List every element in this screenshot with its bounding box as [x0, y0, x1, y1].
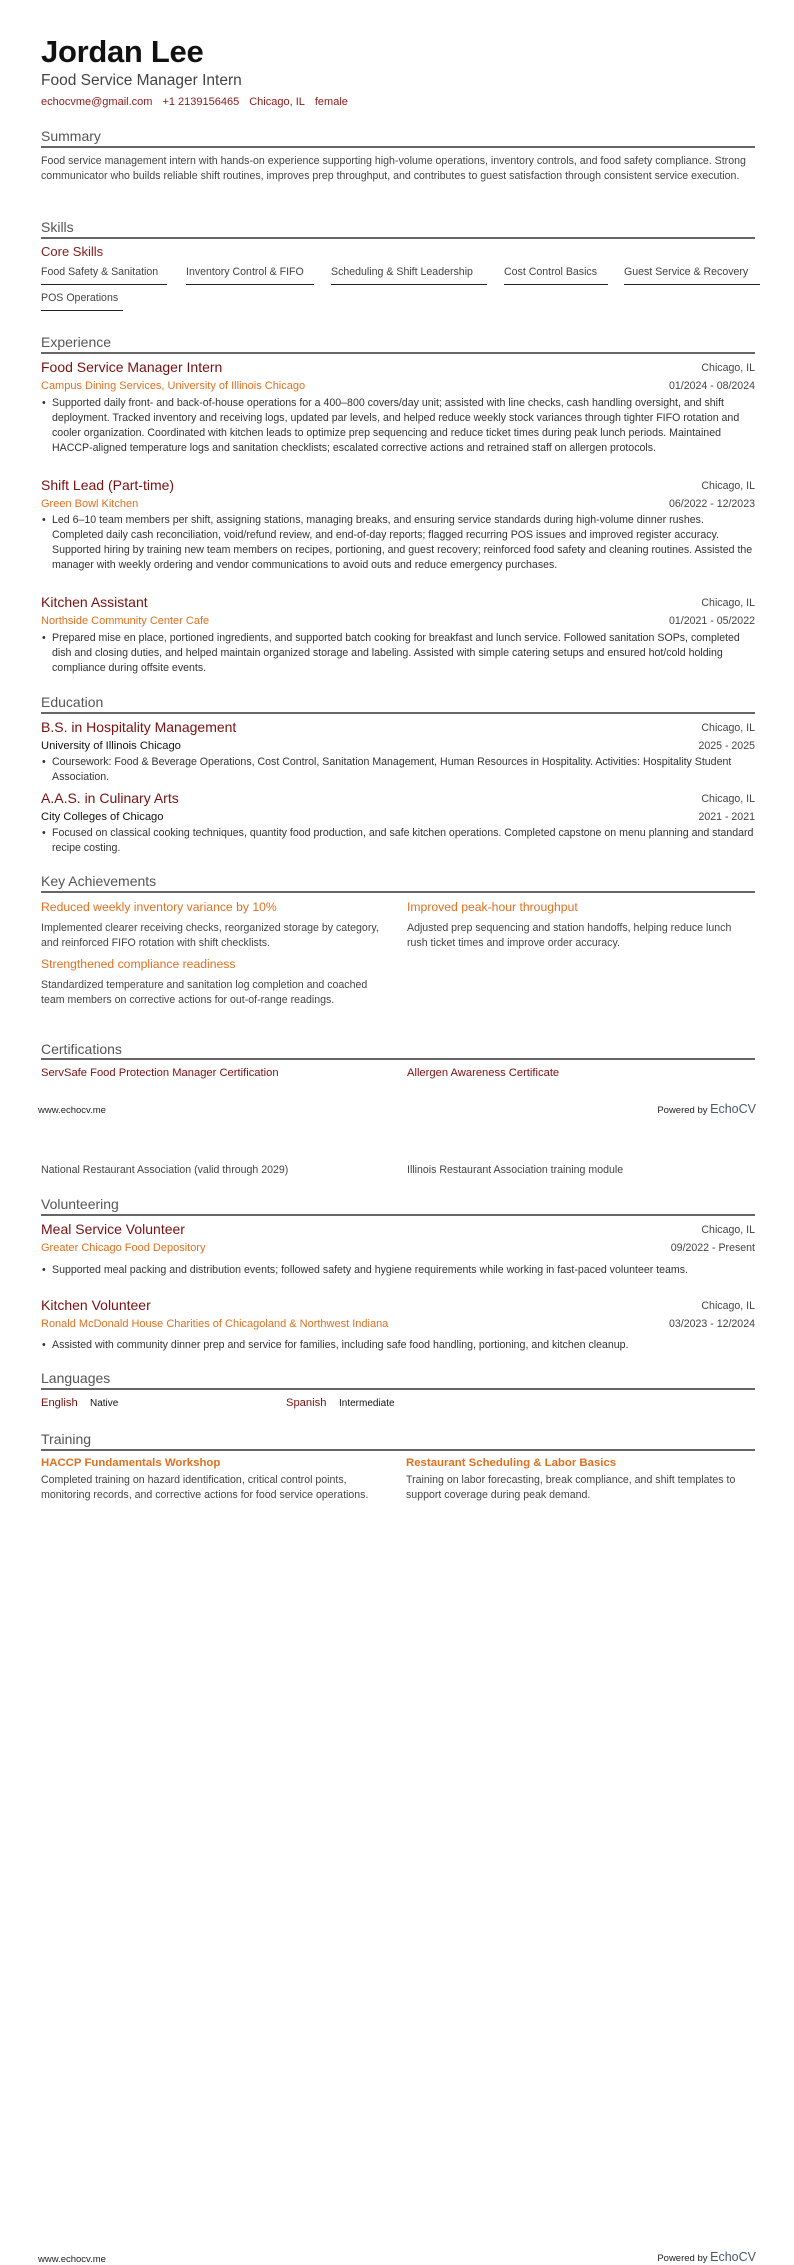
contact-email[interactable]: echocvme@gmail.com	[41, 96, 153, 108]
section-divider	[41, 712, 755, 714]
education-bullet: • Coursework: Food & Beverage Operations, Cost Control, Sanitation Management, Human Resources in Hospitality. Activities: Hospitality Student Association.	[41, 755, 755, 785]
footer-website[interactable]: www.echocv.me	[38, 2254, 106, 2265]
section-title-summary: Summary	[41, 128, 101, 144]
skill-chip: POS Operations	[41, 292, 123, 311]
school-name: City Colleges of Chicago	[41, 811, 164, 823]
volunteer-bullet: • Assisted with community dinner prep and service for families, including safe food handling, portioning, and kitchen cleanup.	[41, 1338, 755, 1353]
job-company: Green Bowl Kitchen	[41, 498, 139, 510]
volunteer-org: Greater Chicago Food Depository	[41, 1242, 206, 1254]
achievement-desc: Implemented clearer receiving checks, reorganized storage by category, and reinforced FIFO rotation with shift checklists.	[41, 922, 379, 949]
language-level: Intermediate	[339, 1398, 395, 1409]
certification-issuer: National Restaurant Association (valid through 2029)	[41, 1164, 289, 1176]
job-dates: 06/2022 - 12/2023	[668, 498, 755, 510]
language-name: English	[41, 1397, 78, 1409]
skill-chip: Scheduling & Shift Leadership	[331, 266, 487, 285]
job-location: Chicago, IL	[701, 362, 755, 374]
certification-name: Allergen Awareness Certificate	[407, 1067, 560, 1079]
job-bullet: • Prepared mise en place, portioned ingredients, and supported batch cooking for breakfast and lunch service. Followed sanitation SOPs, completed dish and closing duties, and helped maintain organized storage and labeling. Assisted with simple catering setups and ensured hot/cold holding compliance during offsite events.	[41, 631, 755, 676]
powered-by-label: Powered by	[657, 2253, 708, 2264]
section-divider	[41, 891, 755, 893]
job-bullet: • Supported daily front- and back-of-house operations for a 400–800 covers/day unit; assisted with line checks, cash handling oversight, and shift deployment. Tracked inventory and receiving logs, updated par levels, and helped reduce weekly stock variances through tighter FIFO rotation and cooler organization. Coordinated with kitchen leads to optimize prep sequencing and reduce ticket times during peak lunch periods. Maintained HACCP-aligned temperature logs and sanitation checklists; escalated corrective actions and retrained staff on allergen protocols.	[41, 396, 755, 456]
section-divider	[41, 1058, 755, 1060]
job-title: Food Service Manager Intern	[41, 359, 223, 375]
footer-website[interactable]: www.echocv.me	[38, 1105, 106, 1116]
job-location: Chicago, IL	[701, 597, 755, 609]
contact-line	[41, 96, 348, 108]
degree-title: A.A.S. in Culinary Arts	[41, 790, 179, 806]
contact-gender: female	[314, 96, 348, 108]
contact-location: Chicago, IL	[249, 96, 305, 108]
achievement-title: Strengthened compliance readiness	[41, 957, 236, 971]
certification-name: ServSafe Food Protection Manager Certification	[41, 1067, 279, 1079]
volunteer-role: Meal Service Volunteer	[41, 1221, 185, 1237]
degree-title: B.S. in Hospitality Management	[41, 719, 237, 735]
job-location: Chicago, IL	[701, 480, 755, 492]
volunteer-bullet: • Supported meal packing and distribution events; followed safety and hygiene requirements while working in fast-paced volunteer teams.	[41, 1263, 755, 1278]
training-desc: Training on labor forecasting, break compliance, and shift templates to support coverage during peak demand.	[406, 1474, 736, 1501]
footer-powered-by	[657, 2250, 756, 2264]
volunteer-location: Chicago, IL	[701, 1300, 755, 1312]
section-title-certifications: Certifications	[41, 1041, 122, 1057]
volunteer-location: Chicago, IL	[701, 1224, 755, 1236]
skill-chip: Food Safety & Sanitation	[41, 266, 167, 285]
education-dates: 2021 - 2021	[698, 811, 755, 823]
achievement-title: Improved peak-hour throughput	[407, 900, 578, 914]
education-dates: 2025 - 2025	[698, 740, 755, 752]
powered-by-label: Powered by	[657, 1105, 708, 1116]
skill-chip: Inventory Control & FIFO	[186, 266, 314, 285]
school-location: Chicago, IL	[701, 793, 755, 805]
school-location: Chicago, IL	[701, 722, 755, 734]
skill-chip: Guest Service & Recovery	[624, 266, 760, 285]
section-divider	[41, 352, 755, 354]
candidate-headline: Food Service Manager Intern	[41, 72, 242, 89]
section-divider	[41, 237, 755, 239]
volunteer-role: Kitchen Volunteer	[41, 1297, 151, 1313]
candidate-name: Jordan Lee	[41, 34, 204, 69]
contact-phone[interactable]: +1 2139156465	[162, 96, 240, 108]
footer-powered-by	[657, 1102, 756, 1116]
job-company: Campus Dining Services, University of Illinois Chicago	[41, 380, 306, 392]
section-divider	[41, 1449, 755, 1451]
section-title-achievements: Key Achievements	[41, 873, 157, 889]
job-title: Kitchen Assistant	[41, 594, 148, 610]
section-title-skills: Skills	[41, 219, 74, 235]
job-company: Northside Community Center Cafe	[41, 615, 210, 627]
skills-group-title: Core Skills	[41, 244, 104, 259]
language-name: Spanish	[286, 1397, 327, 1409]
job-title: Shift Lead (Part-time)	[41, 477, 175, 493]
volunteer-dates: 03/2023 - 12/2024	[668, 1318, 755, 1330]
achievement-desc: Standardized temperature and sanitation log completion and coached team members on corrective actions for out-of-range readings.	[41, 979, 368, 1006]
certification-issuer: Illinois Restaurant Association training module	[407, 1164, 624, 1176]
training-desc: Completed training on hazard identification, critical control points, monitoring records, and corrective actions for food service operations.	[41, 1474, 369, 1501]
volunteer-dates: 09/2022 - Present	[670, 1242, 755, 1254]
section-title-education: Education	[41, 694, 104, 710]
section-divider	[41, 1388, 755, 1390]
achievement-desc: Adjusted prep sequencing and station handoffs, helping reduce lunch rush ticket times and improve order accuracy.	[407, 922, 732, 949]
volunteer-org: Ronald McDonald House Charities of Chicagoland & Northwest Indiana	[41, 1318, 389, 1330]
skill-chip: Cost Control Basics	[504, 266, 608, 285]
summary-text: Food service management intern with hands-on experience supporting high-volume operations, inventory controls, and food safety compliance. Strong communicator who builds reliable shift routines, improves prep throughput, and contributes to guest satisfaction through consistent service execution.	[41, 155, 746, 182]
section-title-languages: Languages	[41, 1370, 111, 1386]
language-level: Native	[90, 1398, 119, 1409]
brand-logo[interactable]: EchoCV	[710, 1102, 756, 1116]
section-divider	[41, 146, 755, 148]
section-divider	[41, 1214, 755, 1216]
training-title: Restaurant Scheduling & Labor Basics	[406, 1457, 617, 1469]
brand-logo[interactable]: EchoCV	[710, 2250, 756, 2264]
section-title-experience: Experience	[41, 334, 112, 350]
training-title: HACCP Fundamentals Workshop	[41, 1457, 221, 1469]
school-name: University of Illinois Chicago	[41, 740, 181, 752]
job-bullet: • Led 6–10 team members per shift, assigning stations, managing breaks, and ensuring service standards during high-volume dinner rushes. Completed daily cash reconciliation, void/refund review, and end-of-day reports; flagged recurring POS issues and improved register accuracy. Supported hiring by training new team members on recipes, portioning, and guest recovery; reinforced food safety and cleaning routines. Assisted the manager with weekly ordering and vendor communications to avoid outs and reduce emergency purchases.	[41, 513, 755, 573]
achievement-title: Reduced weekly inventory variance by 10%	[41, 900, 277, 914]
section-title-training: Training	[41, 1431, 92, 1447]
section-title-volunteering: Volunteering	[41, 1196, 119, 1212]
job-dates: 01/2024 - 08/2024	[668, 380, 755, 392]
education-bullet: • Focused on classical cooking techniques, quantity food production, and safe kitchen operations. Completed capstone on menu planning and standard recipe costing.	[41, 826, 755, 856]
job-dates: 01/2021 - 05/2022	[668, 615, 755, 627]
